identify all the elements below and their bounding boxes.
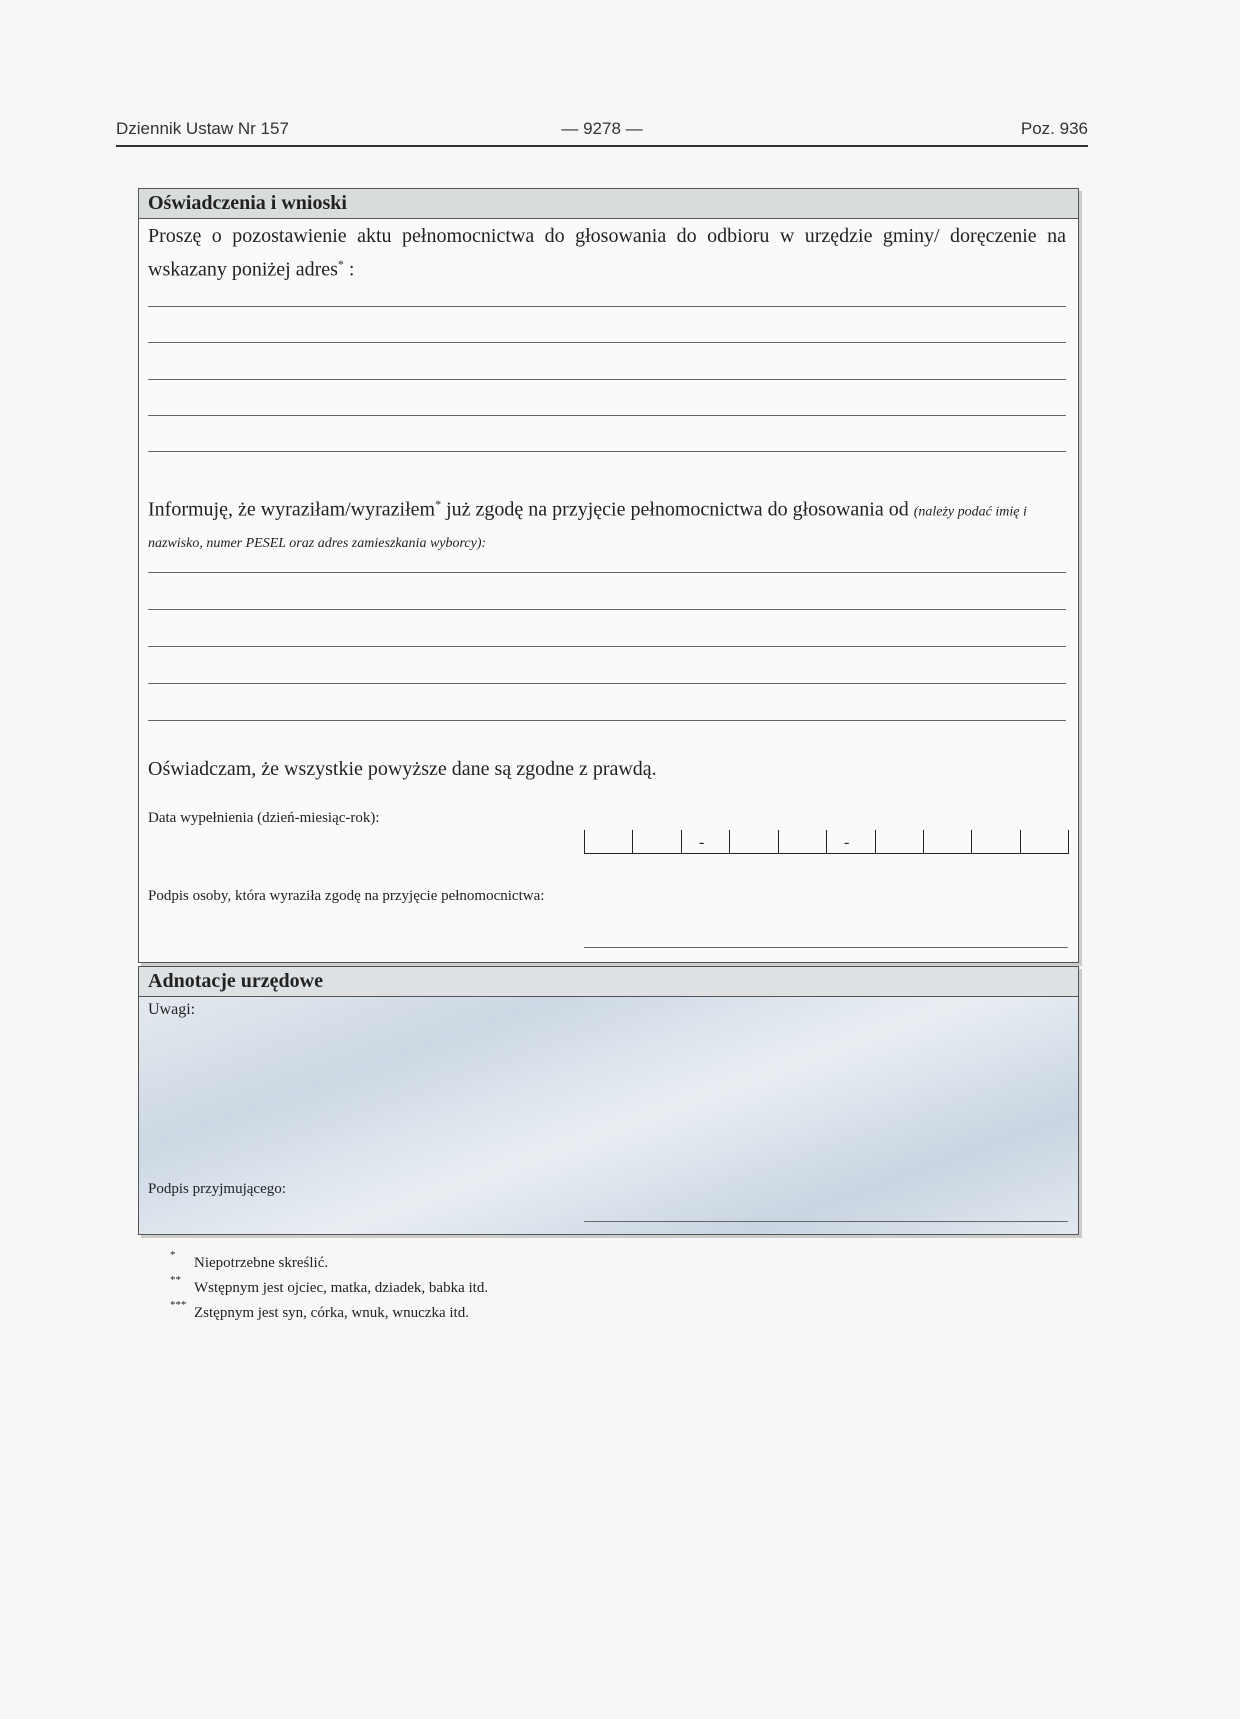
- declarations-section: [138, 188, 1079, 963]
- voter-line-1[interactable]: [148, 572, 1066, 573]
- date-separator-2: -: [844, 834, 850, 851]
- footnote-1: * Niepotrzebne skreślić.: [170, 1249, 329, 1271]
- request-footnote-mark: *: [337, 257, 344, 271]
- inform-rest: już zgodę na przyjęcie pełnomocnictwa do głosowania od: [441, 498, 914, 521]
- date-separator-1: -: [699, 834, 705, 851]
- official-title: Adnotacje urzędowe: [139, 967, 1078, 997]
- request-text: Proszę o pozostawienie aktu pełnomocnictwa do głosowania do odbioru w urzędzie gminy/ doręczenie na wskazany poniżej adres: [148, 225, 1066, 281]
- address-line-2[interactable]: [148, 342, 1066, 343]
- consent-signature-line[interactable]: [584, 947, 1068, 948]
- voter-line-3[interactable]: [148, 646, 1066, 647]
- receiver-signature-label: Podpis przyjmującego:: [148, 1181, 286, 1197]
- inform-paragraph: [148, 490, 1066, 558]
- request-paragraph: [148, 222, 1066, 284]
- voter-line-5[interactable]: [148, 720, 1066, 721]
- footnote-3: *** Zstępnym jest syn, córka, wnuk, wnuczka itd.: [170, 1299, 469, 1321]
- consent-signature-label: Podpis osoby, która wyraziła zgodę na przyjęcie pełnomocnictwa:: [148, 888, 545, 904]
- inform-hint: (należy podać imię i nazwisko, numer PESEL oraz adres zamieszkania wyborcy):: [148, 504, 1027, 551]
- page-number: — 9278 —: [561, 119, 643, 138]
- official-annotations-section: [138, 966, 1079, 1235]
- address-line-1[interactable]: [148, 306, 1066, 307]
- receiver-signature-line[interactable]: [584, 1221, 1068, 1222]
- address-line-4[interactable]: [148, 415, 1066, 416]
- inform-footnote-mark: *: [435, 497, 442, 511]
- journal-title: Dziennik Ustaw Nr 157: [116, 119, 289, 138]
- date-field[interactable]: [584, 830, 1068, 854]
- inform-text: Informuję, że wyraziłam/wyraziłem: [148, 498, 436, 521]
- declarations-title: Oświadczenia i wnioski: [139, 189, 1078, 219]
- address-line-3[interactable]: [148, 379, 1066, 380]
- position-number: Poz. 936: [1020, 119, 1088, 138]
- footnote-2: ** Wstępnym jest ojciec, matka, dziadek, babka itd.: [170, 1274, 489, 1296]
- voter-line-4[interactable]: [148, 683, 1066, 684]
- page-header: [116, 116, 1088, 146]
- date-label: Data wypełnienia (dzień-miesiąc-rok):: [148, 810, 380, 826]
- address-line-5[interactable]: [148, 451, 1066, 452]
- remarks-label: Uwagi:: [148, 1001, 196, 1018]
- header-rule: [116, 145, 1088, 147]
- voter-line-2[interactable]: [148, 609, 1066, 610]
- statement-text: Oświadczam, że wszystkie powyższe dane są zgodne z prawdą.: [148, 758, 657, 780]
- request-end: :: [343, 258, 355, 281]
- footnotes: [170, 1251, 488, 1326]
